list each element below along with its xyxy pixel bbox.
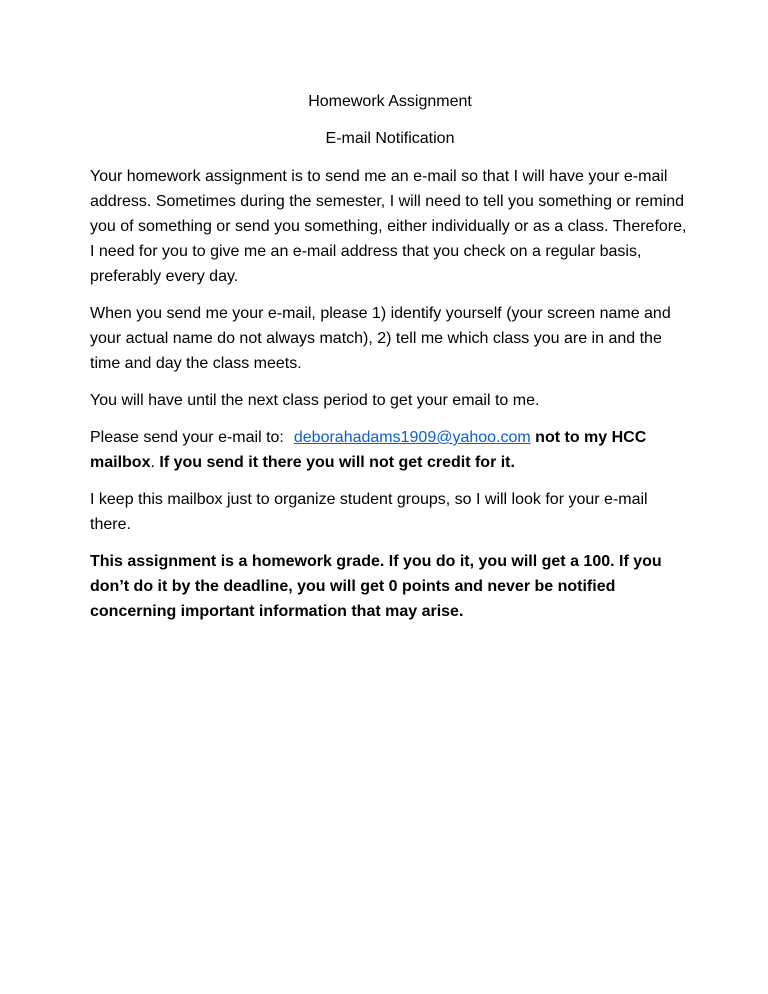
paragraph-deadline: You will have until the next class period to get your email to me. (90, 392, 540, 409)
period-text: . (150, 454, 155, 471)
paragraph-email-address (90, 425, 690, 475)
document-subtitle: E-mail Notification (325, 130, 455, 147)
paragraph-intro: Your homework assignment is to send me an e-mail so that I will have your e-mail address. Sometimes during the semester, I will need to tell you something or remind you of something or send you something, either individually or as a class. Therefore, I need for you to give me an e-mail address that you check on a regular basis, preferably every day. (90, 168, 687, 285)
email-link[interactable]: deborahadams1909@yahoo.com (293, 429, 531, 446)
email-prefix-text: Please send your e-mail to: (90, 429, 284, 446)
document-body (90, 89, 690, 636)
not-hcc-mailbox-text: not to my HCC mailbox (90, 429, 647, 471)
no-credit-warning: If you send it there you will not get credit for it. (159, 454, 515, 471)
paragraph-mailbox-note: I keep this mailbox just to organize student groups, so I will look for your e-mail there. (90, 491, 648, 533)
paragraph-grade-warning: This assignment is a homework grade. If you do it, you will get a 100. If you don’t do it by the deadline, you will get 0 points and never be notified concerning important information that may arise. (90, 553, 662, 620)
paragraph-instructions: When you send me your e-mail, please 1) identify yourself (your screen name and your actual name do not always match), 2) tell me which class you are in and the time and day the class meets. (90, 305, 671, 372)
document-title: Homework Assignment (308, 93, 472, 110)
